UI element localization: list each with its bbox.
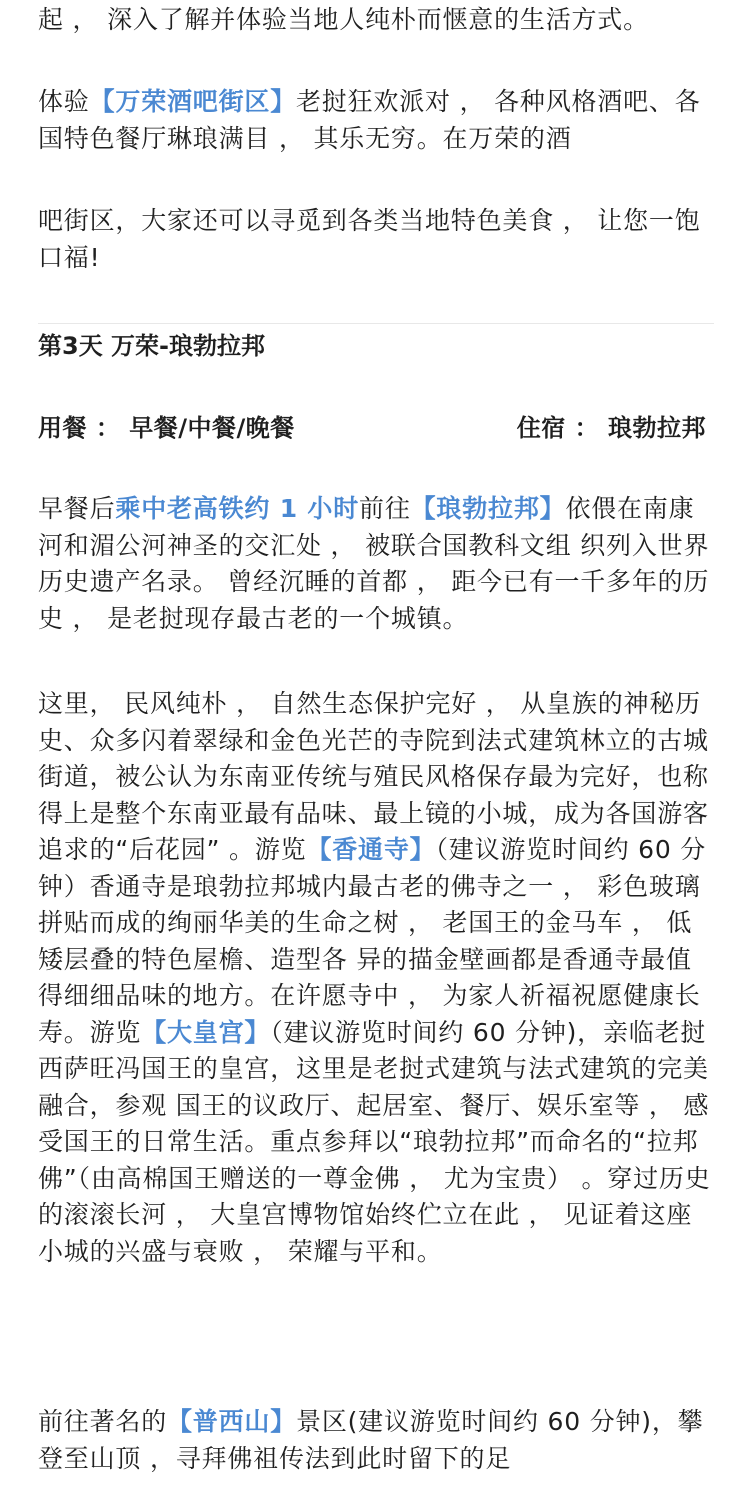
highlight-phousi-hill: 【普西山】 [167, 1407, 297, 1436]
section-divider [38, 323, 714, 324]
body-text-1b: 前往 [359, 494, 411, 523]
body-paragraph-2 [38, 686, 714, 1270]
day-info-row [38, 408, 706, 448]
intro-text-2-body: 老挝狂欢派对 ， 各种风格酒吧、各国特色餐厅琳琅满目 ， 其乐无穷。在万荣的酒 [38, 87, 701, 153]
body-text-2b: （建议游览时间约 60 分钟）香通寺是琅勃拉邦城内最古老的佛寺之一 ， 彩色玻璃拼贴而成的绚丽华美的生命之树 ， 老国王的金马车 ， 低矮层叠的特色屋檐、造型各 异的描金壁画都是香通寺最值得细细品味的地方。在许愿寺中 ， 为家人祈福祝愿健康长寿。游览 [38, 835, 707, 1047]
body-text-1c: 依偎在南康河和湄公河神圣的交汇处 ， 被联合国教科文组 织列入世界历史遗产名录。 曾经沉睡的首都 ， 距今已有一千多年的历史 ， 是老挝现存最古老的一个城镇。 [38, 494, 710, 633]
intro-text-2-prefix: 体验 [38, 87, 90, 116]
body-paragraph-1 [38, 491, 714, 637]
body-paragraph-3 [38, 1404, 714, 1477]
body-text-1a: 早餐后 [38, 494, 116, 523]
body-text-3a: 前往著名的 [38, 1407, 168, 1436]
highlight-xieng-thong-temple: 【香通寺】 [306, 835, 436, 864]
highlight-royal-palace: 【大皇宫】 [141, 1017, 271, 1047]
intro-paragraph-2 [38, 84, 714, 157]
highlight-train-duration: 乘中老高铁约 1 小时 [115, 494, 360, 523]
intro-paragraph-3 [38, 203, 714, 276]
highlight-luang-prabang: 【琅勃拉邦】 [410, 494, 566, 523]
body-text-3b: 景区(建议游览时间约 60 分钟)，攀登至山顶 ，寻拜佛祖传法到此时留下的足 [38, 1407, 704, 1473]
meals-info: 用餐 ： 早餐/中餐/晚餐 [38, 414, 295, 442]
intro-text-1: 起 ， 深入了解并体验当地人纯朴而惬意的生活方式。 [38, 5, 649, 34]
intro-text-3: 吧街区，大家还可以寻觅到各类当地特色美食 ， 让您一饱口福! [38, 206, 701, 272]
intro-paragraph-1 [38, 2, 714, 39]
body-text-2c: （建议游览时间约 60 分钟)，亲临老挝西萨旺冯国王的皇宫，这里是老挝式建筑与法式建筑的完美融合，参观 国王的议政厅、起居室、餐厅、娱乐室等 ， 感受国王的日常生活。重点参拜以“琅勃拉邦”而命名的“拉邦佛”（由高棉国王赠送的一尊金佛 ， 尤为宝贵） 。穿过历史的滚滚长河 ， 大皇宫博物馆始终伫立在此 ， 见证着这座小城的兴盛与衰败 ， 荣耀与平和。 [38, 1017, 711, 1266]
accommodation-info: 住宿 ： 琅勃拉邦 [516, 414, 706, 442]
day-title: 第3天 万荣-琅勃拉邦 [38, 332, 266, 360]
highlight-wanrong-bar-street: 【万荣酒吧街区】 [89, 87, 297, 116]
body-text-2a: 这里， 民风纯朴 ， 自然生态保护完好 ， 从皇族的神秘历史、众多闪着翠绿和金色光芒的寺院到法式建筑林立的古城街道，被公认为东南亚传统与殖民风格保存最为完好，也称得上是整个东南亚最有品味、最上镜的小城，成为各国游客追求的“后花园” 。游览 [38, 689, 709, 864]
